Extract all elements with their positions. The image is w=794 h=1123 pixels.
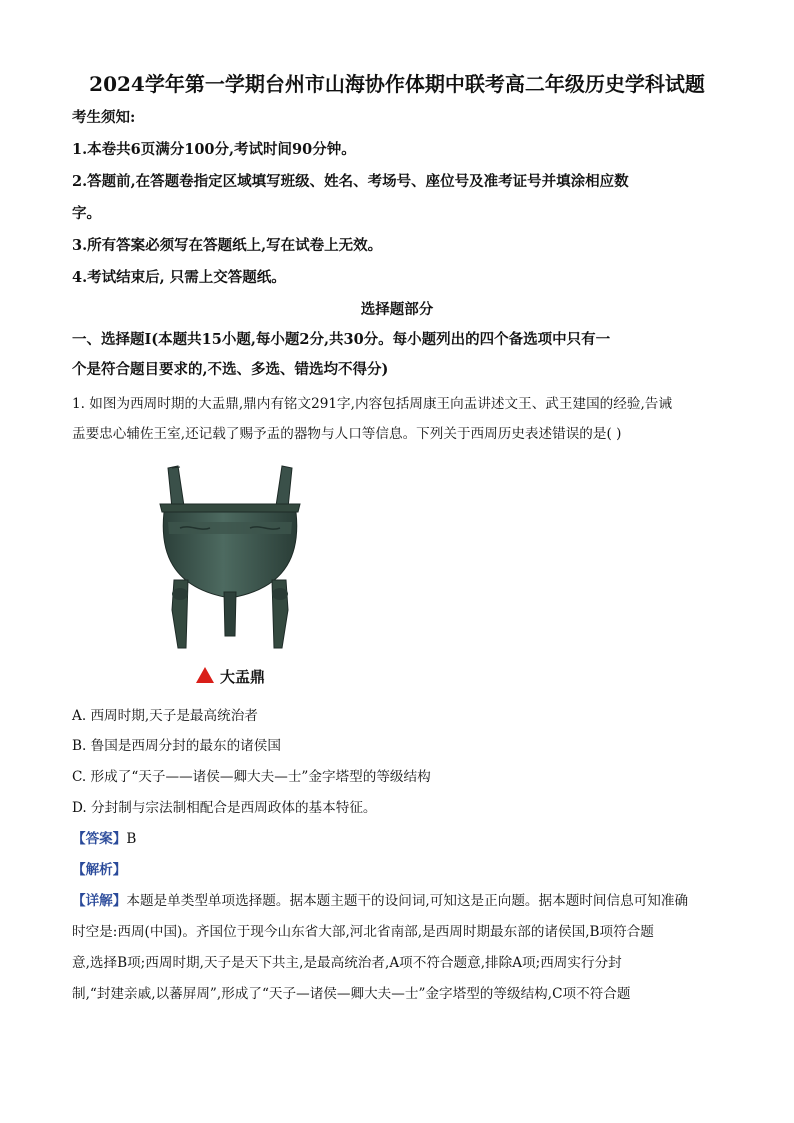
- section-title: 选择题部分: [360, 301, 434, 318]
- part-one-heading: 个是符合题目要求的,不选、多选、错选均不得分): [72, 361, 389, 378]
- detail-line: 制,“封建亲戚,以蕃屏周”,形成了“天子—诸侯—卿大夫—士”金字塔型的等级结构,C项不符合题: [72, 986, 631, 1002]
- triangle-icon: [196, 667, 214, 683]
- question-stem: 1. 如图为西周时期的大盂鼎,鼎内有铭文291字,内容包括周康王向盂讲述文王、武王建国的经验,告诫: [72, 396, 672, 412]
- question-stem: 盂要忠心辅佐王室,还记载了赐予盂的器物与人口等信息。下列关于西周历史表述错误的是( ): [72, 426, 622, 442]
- answer-line: [72, 827, 722, 847]
- part-one-heading: 一、选择题Ⅰ(本题共15小题,每小题2分,共30分。每小题列出的四个备选项中只有一: [72, 331, 611, 348]
- notice-item: 1.本卷共6页满分100分,考试时间90分钟。: [72, 141, 356, 158]
- option-b: B. 鲁国是西周分封的最东的诸侯国: [72, 738, 281, 754]
- detail-label: 【详解】: [72, 893, 127, 909]
- option-a: A. 西周时期,天子是最高统治者: [72, 708, 258, 724]
- notice-item: 字。: [72, 205, 101, 222]
- exam-title: 2024学年第一学期台州市山海协作体期中联考高二年级历史学科试题: [89, 72, 705, 96]
- option-d: D. 分封制与宗法制相配合是西周政体的基本特征。: [72, 800, 377, 816]
- notice-item: 2.答题前,在答题卷指定区域填写班级、姓名、考场号、座位号及准考证号并填涂相应数: [72, 173, 629, 190]
- figure-caption-text: 大盂鼎: [220, 668, 266, 686]
- notice-heading: 考生须知:: [72, 109, 136, 126]
- da-yu-ding-image: [150, 460, 310, 655]
- answer-label: 【答案】: [72, 831, 127, 847]
- answer-value: B: [126, 831, 137, 847]
- detail-text: 本题是单类型单项选择题。据本题主题干的设问词,可知这是正向题。据本题时间信息可知准确: [126, 893, 689, 909]
- detail-line: 意,选择B项;西周时期,天子是天下共主,是最高统治者,A项不符合题意,排除A项;西周实行分封: [72, 955, 622, 971]
- notice-item: 3.所有答案必须写在答题纸上,写在试卷上无效。: [72, 237, 383, 254]
- analysis-label: 【解析】: [72, 862, 127, 878]
- figure-caption: [196, 666, 265, 687]
- detail-line: [72, 889, 722, 909]
- detail-line: 时空是:西周(中国)。齐国位于现今山东省大部,河北省南部,是西周时期最东部的诸侯国,B项符合题: [72, 924, 654, 940]
- option-c: C. 形成了“天子——诸侯—卿大夫—士”金字塔型的等级结构: [72, 769, 431, 785]
- notice-item: 4.考试结束后, 只需上交答题纸。: [72, 269, 286, 286]
- analysis-line: [72, 858, 722, 878]
